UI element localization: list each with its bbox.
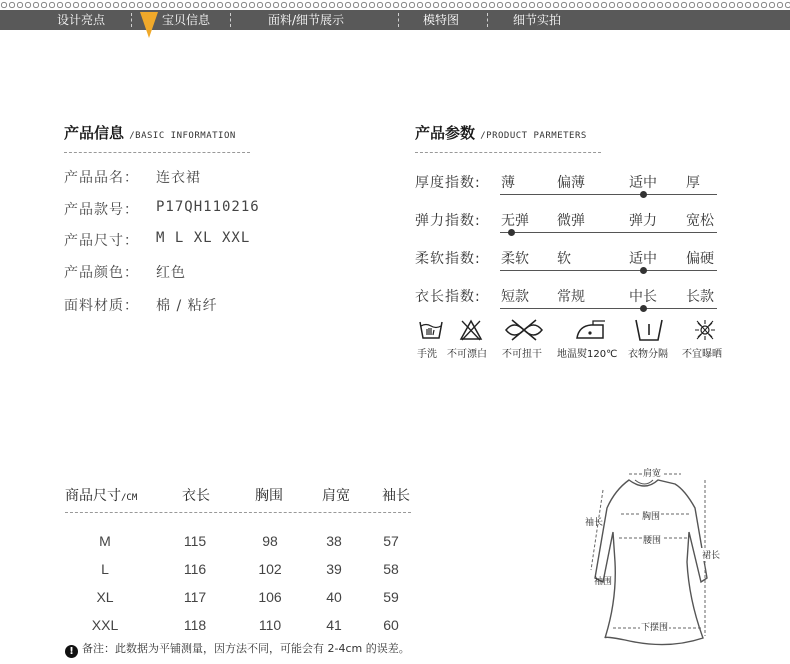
diagram-label-waist: 腰围 (642, 533, 662, 546)
table-cell: 116 (183, 561, 207, 577)
table-cell: 102 (258, 561, 282, 577)
care-label: 不可漂白 (447, 349, 487, 360)
table-cell: 118 (183, 617, 207, 633)
info-alert-icon: ! (65, 645, 78, 658)
param-label: 衣长指数: (415, 289, 481, 305)
nav-item-model[interactable]: 模特图 (423, 13, 460, 27)
table-cell: 57 (383, 533, 399, 549)
param-option: 偏薄 (557, 175, 585, 191)
nav-item-fabric[interactable]: 面料/细节展示 (268, 13, 345, 27)
param-scale-line (500, 270, 717, 271)
dress-diagram (585, 460, 755, 660)
nav-separator (487, 13, 488, 27)
table-cell: XXL (91, 617, 119, 633)
no-bleach-icon (458, 318, 484, 346)
chain-border (0, 0, 790, 10)
hand-wash-icon (418, 318, 444, 346)
diagram-label-cuff: 袖围 (594, 577, 613, 587)
param-selected-marker (640, 191, 647, 198)
param-option: 微弹 (557, 213, 585, 229)
diagram-label-length: 裙长 (701, 548, 721, 561)
param-option: 柔软 (501, 251, 529, 267)
param-option: 长款 (686, 289, 714, 305)
param-scale-line (500, 232, 717, 233)
info-label: 产品品名： (64, 170, 139, 186)
info-value: P17QH110216 (156, 199, 260, 215)
diagram-label-hem: 下摆围 (640, 620, 669, 633)
nav-bar (0, 10, 790, 30)
size-table-header: 袖长 (382, 488, 410, 504)
param-option: 短款 (501, 289, 529, 305)
care-label: 不宜曝晒 (682, 349, 722, 360)
nav-item-design[interactable]: 设计亮点 (57, 13, 106, 27)
diagram-label-sleeve: 袖长 (585, 518, 604, 528)
param-option: 薄 (501, 175, 515, 191)
nav-separator (131, 13, 132, 27)
product-info-title: 产品信息 /BASIC INFORMATION (64, 124, 236, 142)
param-option: 宽松 (686, 213, 714, 229)
param-option: 常规 (557, 289, 585, 305)
table-cell: M (99, 533, 111, 549)
size-table-header: 衣长 (182, 488, 210, 504)
param-selected-marker (640, 305, 647, 312)
param-selected-marker (640, 267, 647, 274)
param-option: 厚 (686, 175, 700, 191)
care-label: 手洗 (417, 349, 437, 360)
info-value: M L XL XXL (156, 230, 251, 246)
param-option: 适中 (629, 251, 657, 267)
diagram-label-chest: 胸围 (641, 509, 661, 522)
divider (64, 152, 250, 153)
table-cell: 60 (383, 617, 399, 633)
wash-separately-icon (634, 318, 664, 346)
no-sun-dry-icon (692, 318, 718, 346)
param-label: 厚度指数: (415, 175, 481, 191)
param-option: 偏硬 (686, 251, 714, 267)
care-label: 不可扭干 (502, 349, 542, 360)
care-label: 衣物分隔 (628, 349, 668, 360)
diagram-label-shoulder: 肩宽 (642, 466, 662, 479)
table-cell: 58 (383, 561, 399, 577)
care-label: 地温熨120℃ (557, 349, 618, 360)
table-cell: 106 (258, 589, 282, 605)
low-iron-icon (573, 318, 607, 346)
table-cell: 110 (258, 617, 282, 633)
nav-separator (398, 13, 399, 27)
param-scale-line (500, 308, 717, 309)
info-label: 产品尺寸： (64, 233, 139, 249)
table-cell: 40 (326, 589, 342, 605)
param-label: 柔软指数: (415, 251, 481, 267)
product-params-title: 产品参数 /PRODUCT PARMETERS (415, 124, 587, 142)
table-cell: 41 (326, 617, 342, 633)
divider (65, 512, 411, 513)
nav-pointer-icon (140, 12, 158, 38)
size-table-header: 胸围 (255, 488, 283, 504)
info-label: 面料材质： (64, 298, 139, 314)
table-cell: 115 (183, 533, 207, 549)
info-label: 产品款号： (64, 202, 139, 218)
param-selected-marker (508, 229, 515, 236)
param-option: 适中 (629, 175, 657, 191)
size-table-header: 肩宽 (322, 488, 350, 504)
info-value: 红色 (156, 265, 186, 281)
info-label: 产品颜色： (64, 265, 139, 281)
table-cell: 39 (326, 561, 342, 577)
divider (415, 152, 601, 153)
param-option: 无弹 (501, 213, 529, 229)
nav-item-detail[interactable]: 细节实拍 (513, 13, 562, 27)
info-value: 棉 / 粘纤 (156, 298, 218, 314)
nav-item-info[interactable]: 宝贝信息 (162, 13, 211, 27)
param-option: 软 (557, 251, 571, 267)
param-option: 中长 (629, 289, 657, 305)
param-label: 弹力指数: (415, 213, 481, 229)
no-wring-icon (504, 318, 544, 346)
nav-separator (230, 13, 231, 27)
table-cell: 117 (183, 589, 207, 605)
size-table-header: 商品尺寸/CM (65, 488, 138, 504)
param-option: 弹力 (629, 213, 657, 229)
table-cell: L (101, 561, 109, 577)
param-scale-line (500, 194, 717, 195)
info-value: 连衣裙 (156, 170, 201, 186)
table-cell: 59 (383, 589, 399, 605)
table-cell: 98 (262, 533, 278, 549)
table-cell: 38 (326, 533, 342, 549)
table-cell: XL (96, 589, 114, 605)
size-note: ! 备注：此数据为平铺测量，因方法不同，可能会有 2-4cm 的误差。 (65, 640, 410, 658)
